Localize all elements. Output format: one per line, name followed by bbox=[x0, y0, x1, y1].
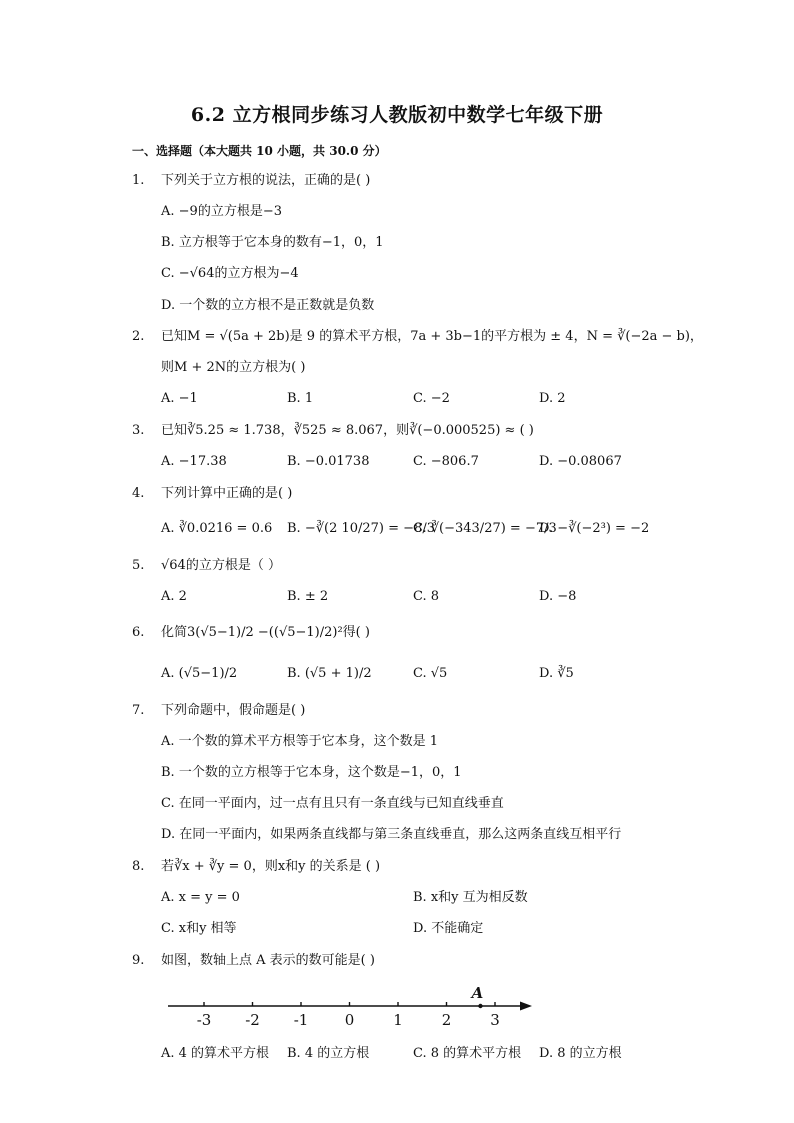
option-d[interactable]: D. 不能确定 bbox=[413, 921, 484, 936]
question-number: 7. bbox=[132, 703, 145, 718]
axis-tick-label: -1 bbox=[293, 1011, 309, 1029]
question-number: 4. bbox=[132, 486, 145, 501]
option-d[interactable]: D. −0.08067 bbox=[539, 454, 622, 469]
option-d[interactable]: D. 2 bbox=[539, 391, 566, 406]
question-text: 化简3(√5−1)/2 −((√5−1)/2)²得( ) bbox=[161, 625, 370, 640]
question-text: 已知M = √(5a + 2b)是 9 的算术平方根，7a + 3b−1的平方根为 ± 4，N = ∛(−2a − b)， bbox=[161, 329, 703, 344]
option-b[interactable]: B. (√5 + 1)/2 bbox=[287, 666, 372, 681]
option-b[interactable]: B. −0.01738 bbox=[287, 454, 370, 469]
question-number: 6. bbox=[132, 625, 145, 640]
option-a[interactable]: A. −17.38 bbox=[161, 454, 227, 469]
option-c[interactable]: C. −806.7 bbox=[413, 454, 479, 469]
number-line bbox=[164, 980, 544, 1030]
question-text: 若∛x + ∛y = 0，则x和y 的关系是 ( ) bbox=[161, 859, 381, 874]
point-a-label: A bbox=[471, 984, 484, 1002]
number-line-figure bbox=[164, 980, 544, 1030]
question-number: 1. bbox=[132, 173, 145, 188]
option-b[interactable]: B. 1 bbox=[287, 391, 314, 406]
axis-tick-label: -3 bbox=[196, 1011, 212, 1029]
option-b[interactable]: B. ± 2 bbox=[287, 589, 329, 604]
option-d[interactable]: D. 一个数的立方根不是正数就是负数 bbox=[161, 298, 375, 313]
option-c[interactable]: C. 8 bbox=[413, 589, 440, 604]
option-a[interactable]: A. −9的立方根是−3 bbox=[161, 204, 282, 219]
page-title: 6.2 立方根同步练习人教版初中数学七年级下册 bbox=[190, 104, 604, 126]
option-a[interactable]: A. −1 bbox=[161, 391, 198, 406]
axis-tick-label: 0 bbox=[344, 1011, 355, 1029]
question-text-continued: 则M + 2N的立方根为( ) bbox=[161, 360, 306, 375]
question-text: 已知∛5.25 ≈ 1.738，∛525 ≈ 8.067，则∛(−0.000525) ≈ ( ) bbox=[161, 423, 534, 438]
axis-tick-label: 2 bbox=[441, 1011, 452, 1029]
option-c[interactable]: C. √5 bbox=[413, 666, 448, 681]
option-a[interactable]: A. (√5−1)/2 bbox=[161, 666, 238, 681]
option-d[interactable]: D. 在同一平面内，如果两条直线都与第三条直线垂直，那么这两条直线互相平行 bbox=[161, 827, 622, 842]
option-c[interactable]: C. 在同一平面内，过一点有且只有一条直线与已知直线垂直 bbox=[161, 796, 504, 811]
question-number: 2. bbox=[132, 329, 145, 344]
question-number: 8. bbox=[132, 859, 145, 874]
question-text: 下列计算中正确的是( ) bbox=[161, 486, 293, 501]
option-c[interactable]: C. ∛(−343/27) = −7/3 bbox=[413, 521, 557, 536]
option-a[interactable]: A. 2 bbox=[161, 589, 187, 604]
question-text: 下列关于立方根的说法，正确的是( ) bbox=[161, 173, 371, 188]
option-a[interactable]: A. 一个数的算术平方根等于它本身，这个数是 1 bbox=[161, 734, 439, 749]
option-a[interactable]: A. x = y = 0 bbox=[161, 890, 240, 905]
axis-tick-label: 1 bbox=[393, 1011, 403, 1029]
option-c[interactable]: C. −√64的立方根为−4 bbox=[161, 266, 299, 281]
question-number: 3. bbox=[132, 423, 145, 438]
option-b[interactable]: B. 一个数的立方根等于它本身，这个数是−1，0，1 bbox=[161, 765, 462, 780]
option-d[interactable]: D. ∛5 bbox=[539, 666, 574, 681]
option-d[interactable]: D. 8 的立方根 bbox=[539, 1046, 622, 1061]
axis-arrow-icon bbox=[520, 1002, 532, 1011]
option-d[interactable]: D. −∛(−2³) = −2 bbox=[539, 521, 650, 536]
option-b[interactable]: B. 立方根等于它本身的数有−1，0，1 bbox=[161, 235, 384, 250]
option-a[interactable]: A. ∛0.0216 = 0.6 bbox=[161, 521, 273, 536]
question-number: 9. bbox=[132, 953, 145, 968]
axis-tick-label: -2 bbox=[245, 1011, 260, 1029]
axis-tick-label: 3 bbox=[490, 1011, 500, 1029]
option-c[interactable]: C. −2 bbox=[413, 391, 450, 406]
option-b[interactable]: B. −∛(2 10/27) = −8/3 bbox=[287, 521, 435, 536]
question-text: √64的立方根是（ ） bbox=[161, 558, 281, 573]
option-c[interactable]: C. 8 的算术平方根 bbox=[413, 1046, 522, 1061]
question-text: 如图，数轴上点 A 表示的数可能是( ) bbox=[161, 953, 375, 968]
option-c[interactable]: C. x和y 相等 bbox=[161, 921, 237, 936]
option-b[interactable]: B. x和y 互为相反数 bbox=[413, 890, 528, 905]
question-text: 下列命题中，假命题是( ) bbox=[161, 703, 306, 718]
option-b[interactable]: B. 4 的立方根 bbox=[287, 1046, 370, 1061]
option-a[interactable]: A. 4 的算术平方根 bbox=[161, 1046, 270, 1061]
section-heading: 一、选择题（本大题共 10 小题，共 30.0 分） bbox=[132, 144, 387, 158]
question-number: 5. bbox=[132, 558, 145, 573]
point-a-marker bbox=[478, 1004, 482, 1008]
option-d[interactable]: D. −8 bbox=[539, 589, 577, 604]
